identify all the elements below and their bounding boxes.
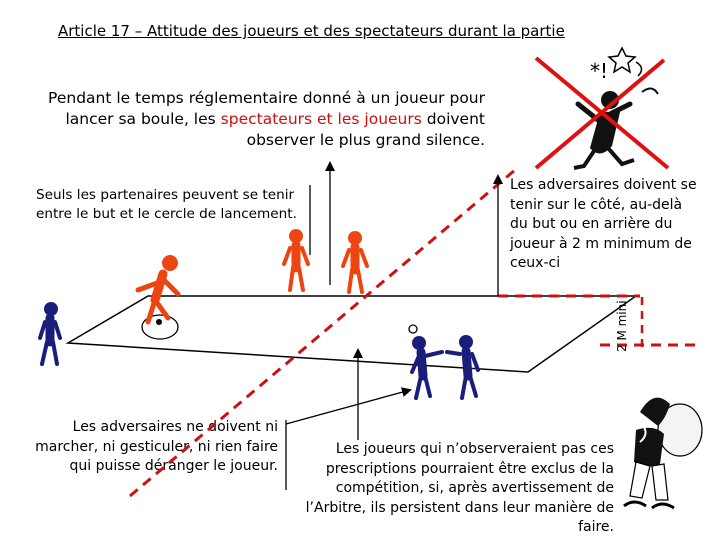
jack-ball: [409, 325, 417, 333]
intro-highlight: spectateurs et les joueurs: [220, 110, 422, 128]
note-adversaries-no-disturb: Les adversaires ne doivent ni marcher, ni gesticuler, ni rien faire qui puisse déranger le joueur.: [35, 419, 278, 474]
adversary-left: [40, 302, 60, 364]
distance-label: 2 M mini: [615, 300, 629, 352]
disruptive-cartoon: [536, 48, 668, 168]
partner-left: [284, 229, 308, 290]
intro-part-2: doivent observer le plus grand silence.: [246, 110, 485, 149]
cartoon-symbols: *!: [590, 59, 609, 83]
player-throwing: [138, 255, 178, 322]
partner-right: [343, 231, 367, 292]
page-title: Article 17 – Attitude des joueurs et des spectateurs durant la partie: [58, 22, 565, 40]
note-partners: Seuls les partenaires peuvent se tenir entre le but et le cercle de lancement.: [36, 187, 297, 222]
intro-part-1: Pendant le temps réglementaire donné à un joueur pour lancer sa boule, les: [48, 89, 485, 128]
distance-line-left: [130, 170, 515, 496]
referee-cartoon: [624, 398, 702, 508]
arrow-to-player: [286, 390, 410, 424]
note-adversaries-side: Les adversaires doivent se tenir sur le côté, au-delà du but ou en arrière du joueur à 2 m minimum de ceux-ci: [510, 177, 697, 271]
boule: [156, 319, 162, 325]
note-players-excluded: Les joueurs qui n’observeraient pas ces prescriptions pourraient être exclus de la compétition, si, après avertissement de l’Arbitre, ils persistent dans leur manière de faire.: [305, 441, 614, 535]
